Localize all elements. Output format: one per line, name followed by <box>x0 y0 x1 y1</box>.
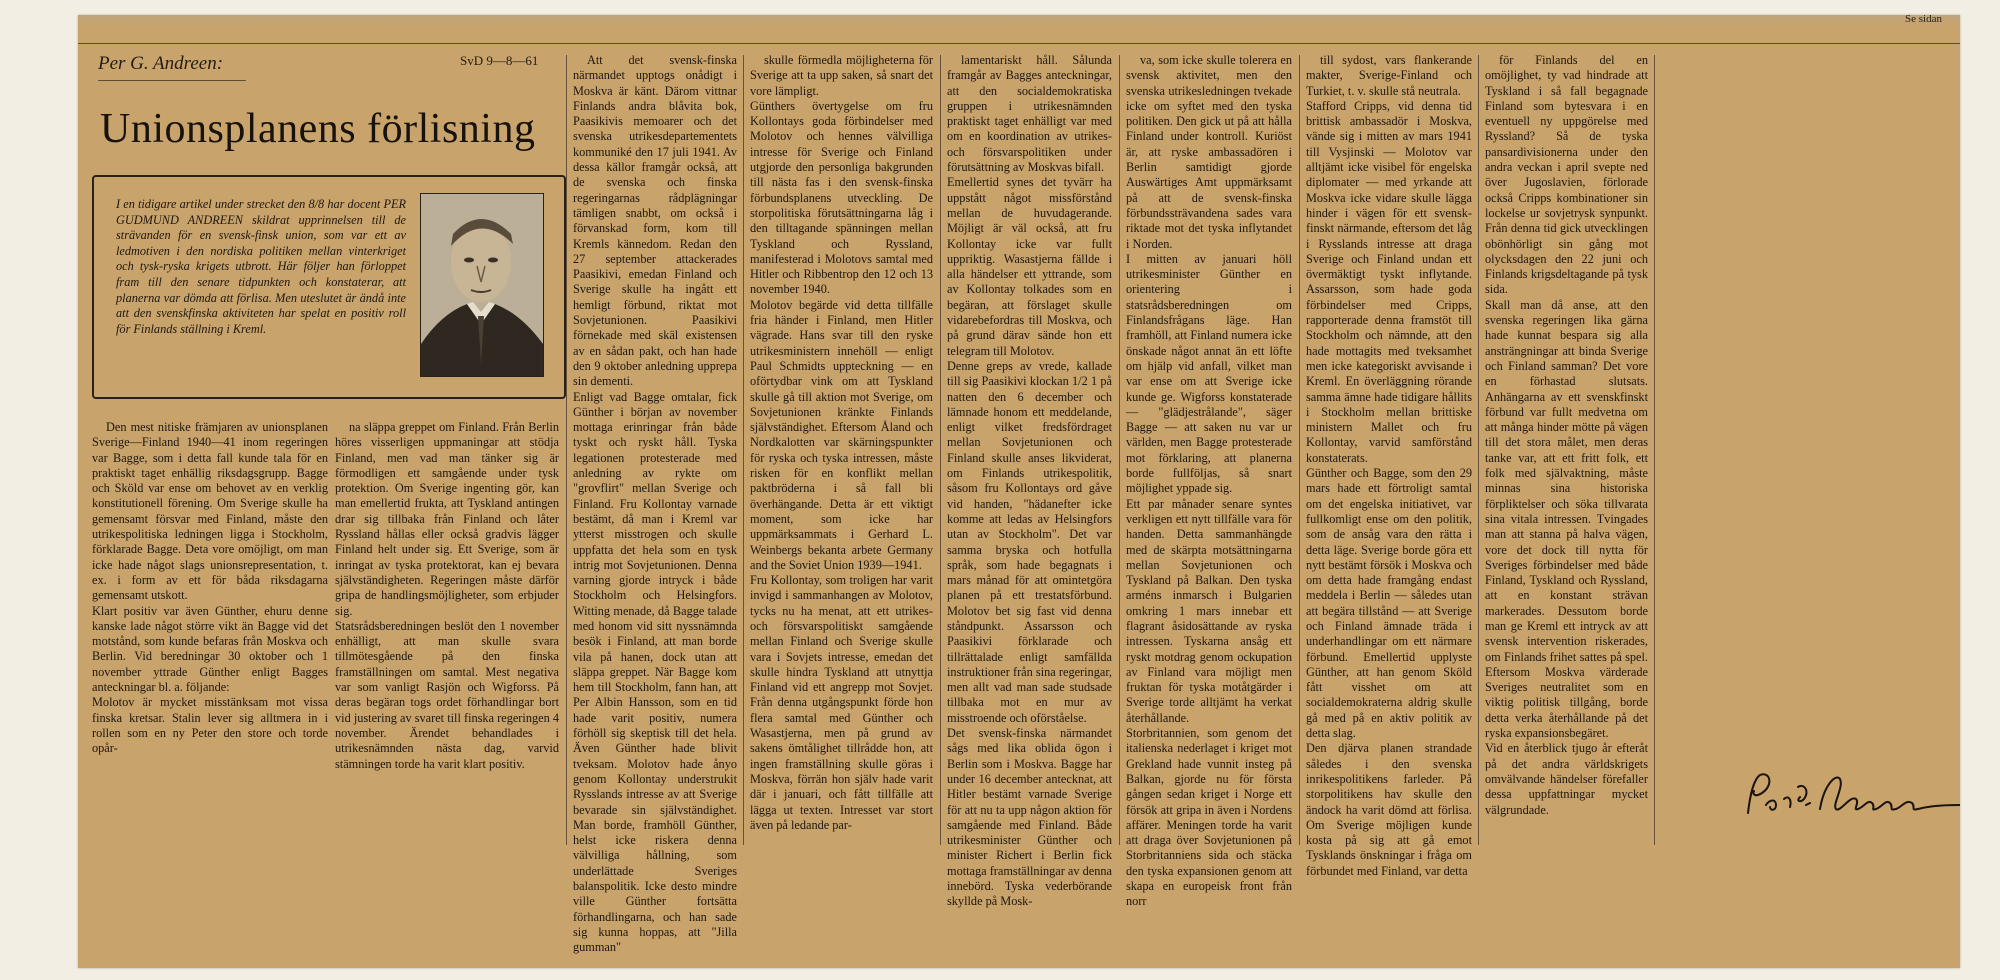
column-rule-2 <box>743 55 744 845</box>
article-column-5: lamentariskt håll. Sålunda framgår av Bagges anteckningar, att den socialdemokratiska gruppen i utrikesnämnden praktiskt taget enhälligt var med om en koordination av utrikes- och försvarspolitiken under förutsättning av Moskvas bifall. Emellertid synes det tyvärr ha uppstått något missförstånd mellan de huvudagerande. Möjligt är väl också, att fru Kollontay icke var fullt uppriktig. Wasastjerna fällde i alla händelser ett yttrande, som av Kollontay tolkades som en begäran, att förslaget skulle vidarebefordras till Moskva, och på grund därav sände hon ett telegram till Molotov. Denne greps av vrede, kallade till sig Paasikivi klockan 1/2 1 på natten den 6 december och lämnade honom ett meddelande, enligt vilket fredsfördraget mellan Sovjetunionen och Finland skulle anses likviderat, om Finlands utrikespolitik, såsom fru Kollontays ord gåve vid handen, "hädanefter icke komme att ledas av Helsingfors utan av Stockholm". Det var samma bryska och hotfulla språk, som hade begagnats i mars månad för att omintetgöra planen på ett trestatsförbund. Molotov bet sig fast vid denna ståndpunkt. Assarsson och Paasikivi förklarade och tillrättalade enligt samfällda instruktioner från sina regeringar, men allt vad man sade studsade tillbaka mot en mur av misstroende och oförståelse. Det svensk-finska närmandet sågs med lika oblida ögon i Berlin som i Moskva. Bagge har under 16 december antecknat, att Hitler bestämt varnade Sverige för att nu ta upp någon aktion för samgående med Finland. Både utrikesminister Günther och minister Richert i Berlin fick mottaga framställningar av denna innebörd. Tyska vederbörande skyllde på Mosk- <box>947 53 1112 909</box>
article-column-6: va, som icke skulle tolerera en svensk aktivitet, men den svenska utrikesledningen tvekade icke om syftet med den tyska politiken. Den gick ut på att hålla Finland under kontroll. Kuriöst är, att ryske ambassadören i Berlin samtidigt gjorde Auswärtiges Amt uppmärksamt på att de svensk-finska förbundssträvandena sades vara riktade mot det tyska inflytandet i Norden. I mitten av januari höll utrikesminister Günther en orientering i statsrådsberedningen om Finlandsfrågans läge. Han framhöll, att Finland numera icke önskade något annat än ett löfte om hjälp vid anfall, vilket man var ense om att Sverige icke kunde ge. Wigforss konstaterade — "glädjestrålande", säger Bagge — att saken nu var ur världen, men Bagge protesterade mot förklaring, att planerna borde fullföljas, så snart möjlighet yppade sig. Ett par månader senare syntes verkligen ett nytt tillfälle vara för handen. Detta sammanhängde med de skärpta motsättningarna mellan Sovjetunionen och Tyskland på Balkan. Den tyska arméns inmarsch i Bulgarien omkring 1 mars innebar ett flagrant åsidosättande av ryska intressen. Tyskarna ansåg ett ryskt motdrag genom ockupation av Finland vara möjligt men fruktan för tyska motåtgärder i Sverige torde alltjämt ha verkat återhållande. Storbritannien, som genom det italienska nederlaget i kriget mot Grekland hade vunnit insteg på Balkan, gjorde nu för första gången sedan kriget i Norge ett försök att gripa in även i Nordens affärer. Meningen torde ha varit att draga över Sovjetunionen på Storbritanniens sida och stäcka den tyska expansionen genom att skapa en europeisk front från norr <box>1126 53 1292 909</box>
headline: Unionsplanens förlisning <box>100 106 536 152</box>
newspaper-clipping <box>78 15 1960 968</box>
handwritten-signature <box>1740 765 1960 835</box>
dateline: SvD 9—8—61 <box>460 53 539 68</box>
column-rule-3 <box>940 55 941 845</box>
article-column-7: till sydost, vars flankerande makter, Sverige-Finland och Turkiet, t. v. skulle stå neutrala. Stafford Cripps, vid denna tid brittisk ambassadör i Moskva, vände sig i mitten av mars 1941 till Vysjinski — Molotov var alltjämt icke visibel för engelska diplomater — med yrkande att Moskva icke vidare skulle lägga hinder i vägen för ett svensk-finskt närmande, eftersom det låg i Rysslands intresse att draga Sverige och Finland undan ett övermäktigt tyskt inflytande. Assarsson, som hade goda förbindelser med Cripps, rapporterade denna framstöt till Stockholm och nämnde, att den hade mottagits med tveksamhet men icke kategoriskt avvisande i Kreml. En överläggning rörande samma ämne hade tidigare hållits i Stockholm mellan brittiske ministern Mallet och fru Kollontay, varvid samförstånd konstaterats. Günther och Bagge, som den 29 mars hade ett förtroligt samtal om det engelska initiativet, var fullkomligt ense om den politik, som de ansåg vara den rätta i detta läge. Sverige borde göra ett nytt bestämt försök i Moskva och om detta hade framgång endast meddela i Berlin — således utan att begära tillstånd — att Sverige och Finland ämnade träda i underhandlingar om ett närmare förbund. Emellertid upplyste Günther, att han genom Sköld fått visshet om att socialdemokraterna aldrig skulle gå med på en aktiv politik av detta slag. Den djärva planen strandade således i den svenska inrikespolitikens farleder. På storpolitikens hav skulle den ändock ha varit dömd att förlisa. Om Sverige möjligen kunde kosta på sig att gå emot Tysklands önskningar i fråga om förbundet med Finland, var detta <box>1306 53 1472 878</box>
top-rule <box>78 43 1960 44</box>
article-column-4: skulle förmedla möjligheterna för Sverige att ta upp saken, så snart det vore lämpligt. Günthers övertygelse om fru Kollontays goda förbindelser med Molotov och hennes välvilliga intresse för Sverige och Finland utgjorde den personliga bakgrunden till nästa fas i den svensk-finska förbundsplanens utveckling. De storpolitiska förutsättningarna låg i den tilltagande spänningen mellan Tyskland och Ryssland, manifesterad i Molotovs samtal med Hitler och Ribbentrop den 12 och 13 november 1940. Molotov begärde vid detta tillfälle fria händer i Finland, men Hitler vägrade. Hans svar till den ryske utrikesministern innehöll — enligt Paul Schmidts uppteckning — en oförtydbar vink om att Tyskland skulle gå till aktion mot Sverige, om Sovjetunionen kränkte Finlands självständighet. Eftersom Åland och Nordkalotten var skärningspunkter för ryska och tyska intressen, måste risken för en konflikt mellan paktbröderna i så fall bli överhängande. Detta är ett viktigt moment, som icke har uppmärksammats i Gerhard L. Weinbergs bekanta arbete Germany and the Soviet Union 1939—1941. Fru Kollontay, som troligen har varit invigd i sammanhangen av Molotov, tycks nu ha menat, att ett utrikes- och försvarspolitiskt samgående mellan Finland och Sverige skulle vara i Sovjets intresse, emedan det skulle hindra Tyskland att utnyttja Finland vid ett angrepp mot Sovjet. Från denna utgångspunkt förde hon flera samtal med Günther och Wasastjerna, men på grund av sakens ömtålighet tillrådde hon, att ingen framställning skulle göras i Moskva, förrän hon själv hade varit där i januari, och fått tillfälle att lägga ut texten. Intresset var stort även på ledande par- <box>750 53 933 832</box>
intro-text: I en tidigare artikel under strecket den 8/8 har docent PER GUDMUND ANDREEN skildrat upprinnelsen till de strävanden för en svensk-finsk union, som var ett av ledmotiven i den nordiska politiken mellan vinterkriget och tysk-ryska krigets utbrott. Här följer han förloppet fram till den senare tidpunkten och konstaterar, att planerna var dömda att förlisa. Men uteslutet är ändå inte att den svenskfinska aktiviteten har spelat en positiv roll för Finlands ställning i Kreml. <box>116 197 406 336</box>
corner-text: Se sidan <box>1905 15 1942 25</box>
column-rule-4 <box>1119 55 1120 845</box>
article-column-8: för Finlands del en omöjlighet, ty vad hindrade att Tyskland i så fall begagnade Finland som bytesvara i en eventuell ny uppgörelse med Ryssland? Så de tyska pansardivisionerna under den andra veckan i april svepte ned över Jugoslavien, förlorade också Cripps kombinationer sin lockelse ur sovjetrysk synpunkt. Från denna tid gick utvecklingen obönhörligt sin gång mot olycksdagen den 22 juni och Finlands krigsdeltagande på tysk sida. Skall man då anse, att den svenska regeringen lika gärna hade kunnat bespara sig alla ansträngningar att binda Sverige och Finland samman? Det vore en förhastad slutsats. Anhängarna av ett svenskfinskt förbund var fullt medvetna om att många hinder mötte på vägen till det stora målet, men deras tanke var, att ett fritt folk, ett folk med självaktning, måste minnas sina historiska förpliktelser och söka tillvarata sina vitala intressen. Tvingades man att stanna på halva vägen, vore det dock till nytta för Sveriges förbindelser med både Finland, Tyskland och Ryssland, att en konstant strävan markerades. Dessutom borde man ge Kreml ett intryck av att svensk intervention riskerades, om Finlands frihet sattes på spel. Eftersom Moskva värderade Sveriges neutralitet som en viktig politisk tillgång, borde detta verka återhållande på det ryska expansionsbegäret. Vid en återblick tjugo år efteråt på det andra världskrigets omvälvande händelser förefaller dessa uppfattningar mycket välgrundade. <box>1485 53 1648 817</box>
top-strip <box>78 15 1960 27</box>
article-column-1: Den mest nitiske främjaren av unionsplanen Sverige—Finland 1940—41 inom regeringen var Bagge, som i detta fall kunde tala för en praktiskt taget enhällig riksdagsgrupp. Bagge och Sköld var ense om behovet av en verklig konstitutionell förening. Om Sverige skulle ha gemensamt försvar med Finland, måste den utrikespolitiska ledningen ligga i Stockholm, förklarade Bagge. Deta vore omöjligt, om man icke hade något slags unionsrepresentation, t. ex. i form av ett för båda riksdagarna gemensamt utskott. Klart positiv var även Günther, ehuru denne kanske lade något större vikt än Bagge vid det motstånd, som kunde befaras från Moskva och Berlin. Vid beredningar 30 oktober och 1 november yttrade Günther enligt Bagges anteckningar bl. a. följande: Molotov är mycket misstänksam mot vissa finska kretsar. Stalin lever sig alltmera in i rollen som en ny Peter den store och torde opår- <box>92 420 328 756</box>
author-portrait <box>420 193 544 377</box>
column-rule-6 <box>1478 55 1479 845</box>
byline-underline <box>98 80 246 81</box>
column-rule-5 <box>1299 55 1300 845</box>
column-rule-1 <box>566 55 567 845</box>
article-column-2: na släppa greppet om Finland. Från Berlin höres visserligen uppmaningar att stödja Finland, men vad man tänker sig är förmodligen ett samgående under tysk protektion. Om Sverige ingenting gör, kan man emellertid frukta, att Tyskland antingen drar sig tillbaka från Finland och låter Ryssland hållas eller också gradvis lägger Finland helt under sig. Ett Sverige, som är inringat av tyska protektorat, kan ej bevara självständigheten. Regeringen måste därför gripa de handlingsmöjligheter, som erbjuder sig. Statsrådsberedningen beslöt den 1 november enhälligt, att man skulle svara tillmötesgående på den finska framställningen om samtal. Mest negativa var som vanligt Rasjön och Wigforss. På deras begäran togs ordet förhandlingar bort vid justering av svaret till finska regeringen 4 november. Ärendet behandlades i utrikesnämnden nästa dag, varvid stämningen torde ha varit klart positiv. <box>335 420 559 771</box>
article-column-3: Att det svensk-finska närmandet upptogs onådigt i Moskva är känt. Därom vittnar Finlands andra blåvita bok, Paasikivis memoarer och det svenska utrikesdepartementets kommuniké den 17 juli 1941. Av dessa källor framgår också, att de svenska och finska regeringarnas rådplägningar tämligen snabbt, om också i förvanskad form, kom till Kremls kännedom. Redan den 27 september attackerades Paasikivi, emedan Finland och Sverige skulle ha ingått ett hemligt förbund, riktat mot Sovjetunionen. Paasikivi förnekade med skäl existensen av en sådan pakt, och han hade den 9 oktober anledning upprepa sin dementi. Enligt vad Bagge omtalar, fick Günther i början av november mottaga erinringar från både tyskt och ryskt håll. Tyska legationen protesterade med anledning av rykte om "grovflirt" mellan Sverige och Finland. Fru Kollontay varnade bestämt, då man i Kreml var ytterst misstrogen och skulle uppfatta det hela som en tysk intrig mot Sovjetunionen. Denna varning gjorde intryck i både Stockholm och Helsingfors. Witting menade, då Bagge talade med honom vid sitt nyssnämnda besök i Finland, att man borde vila på hanen, dock utan att släppa greppet. När Bagge kom hem till Stockholm, fann han, att Per Albin Hansson, som en tid hade varit positiv, numera förhöll sig skeptisk till det hela. Även Günther hade blivit tveksam. Molotov hade ånyo genom Kollontay understrukit Rysslands intresse av att Sverige bevarade sin självständighet. Man borde, framhöll Günther, helst icke riskera denna välvilliga hållning, som underlättade Sveriges balanspolitik. Icke desto mindre ville Günther fortsätta förhandlingarna, och han sade sig kunna hoppas, att "Jilla gumman" <box>573 53 737 955</box>
byline: Per G. Andreen: <box>98 53 224 74</box>
column-rule-7 <box>1654 55 1655 845</box>
